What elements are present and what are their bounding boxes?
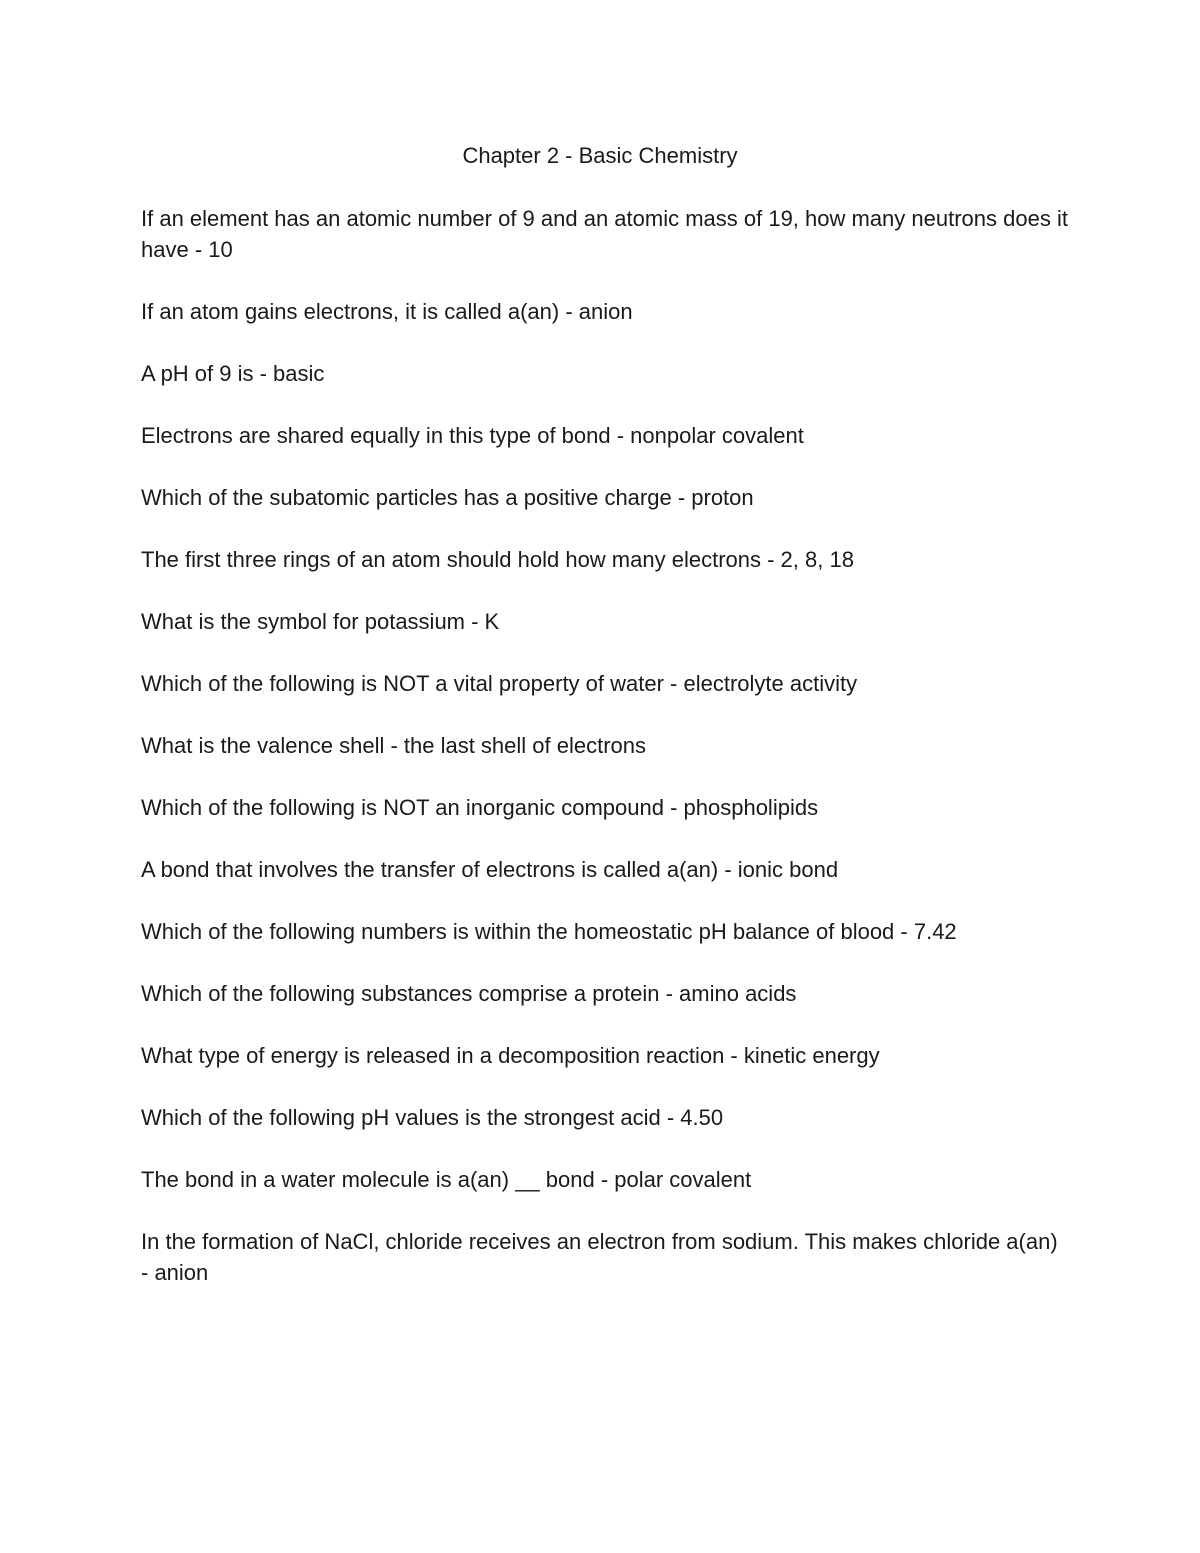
list-item: What type of energy is released in a decomposition reaction - kinetic energy xyxy=(141,1043,880,1068)
list-item: Which of the following numbers is within the homeostatic pH balance of blood - 7.42 xyxy=(141,919,957,944)
list-item: A pH of 9 is - basic xyxy=(141,361,325,386)
list-item: The bond in a water molecule is a(an) __ bond - polar covalent xyxy=(141,1167,752,1192)
list-item: A bond that involves the transfer of electrons is called a(an) - ionic bond xyxy=(141,857,839,882)
list-item: In the formation of NaCl, chloride receives an electron from sodium. This makes chloride a(an) - anion xyxy=(141,1229,1058,1285)
question-answer-list xyxy=(141,203,1071,1319)
page-title: Chapter 2 - Basic Chemistry xyxy=(462,143,738,168)
list-item: Electrons are shared equally in this type of bond - nonpolar covalent xyxy=(141,423,804,448)
list-item: Which of the following substances comprise a protein - amino acids xyxy=(141,981,797,1006)
list-item: Which of the following is NOT a vital property of water - electrolyte activity xyxy=(141,671,858,696)
list-item: If an atom gains electrons, it is called a(an) - anion xyxy=(141,299,633,324)
list-item: What is the valence shell - the last shell of electrons xyxy=(141,733,647,758)
list-item: Which of the following is NOT an inorganic compound - phospholipids xyxy=(141,795,819,820)
list-item: Which of the subatomic particles has a positive charge - proton xyxy=(141,485,754,510)
list-item: The first three rings of an atom should hold how many electrons - 2, 8, 18 xyxy=(141,547,854,572)
list-item: If an element has an atomic number of 9 and an atomic mass of 19, how many neutrons does it have - 10 xyxy=(141,206,1068,262)
list-item: Which of the following pH values is the strongest acid - 4.50 xyxy=(141,1105,724,1130)
list-item: What is the symbol for potassium - K xyxy=(141,609,500,634)
